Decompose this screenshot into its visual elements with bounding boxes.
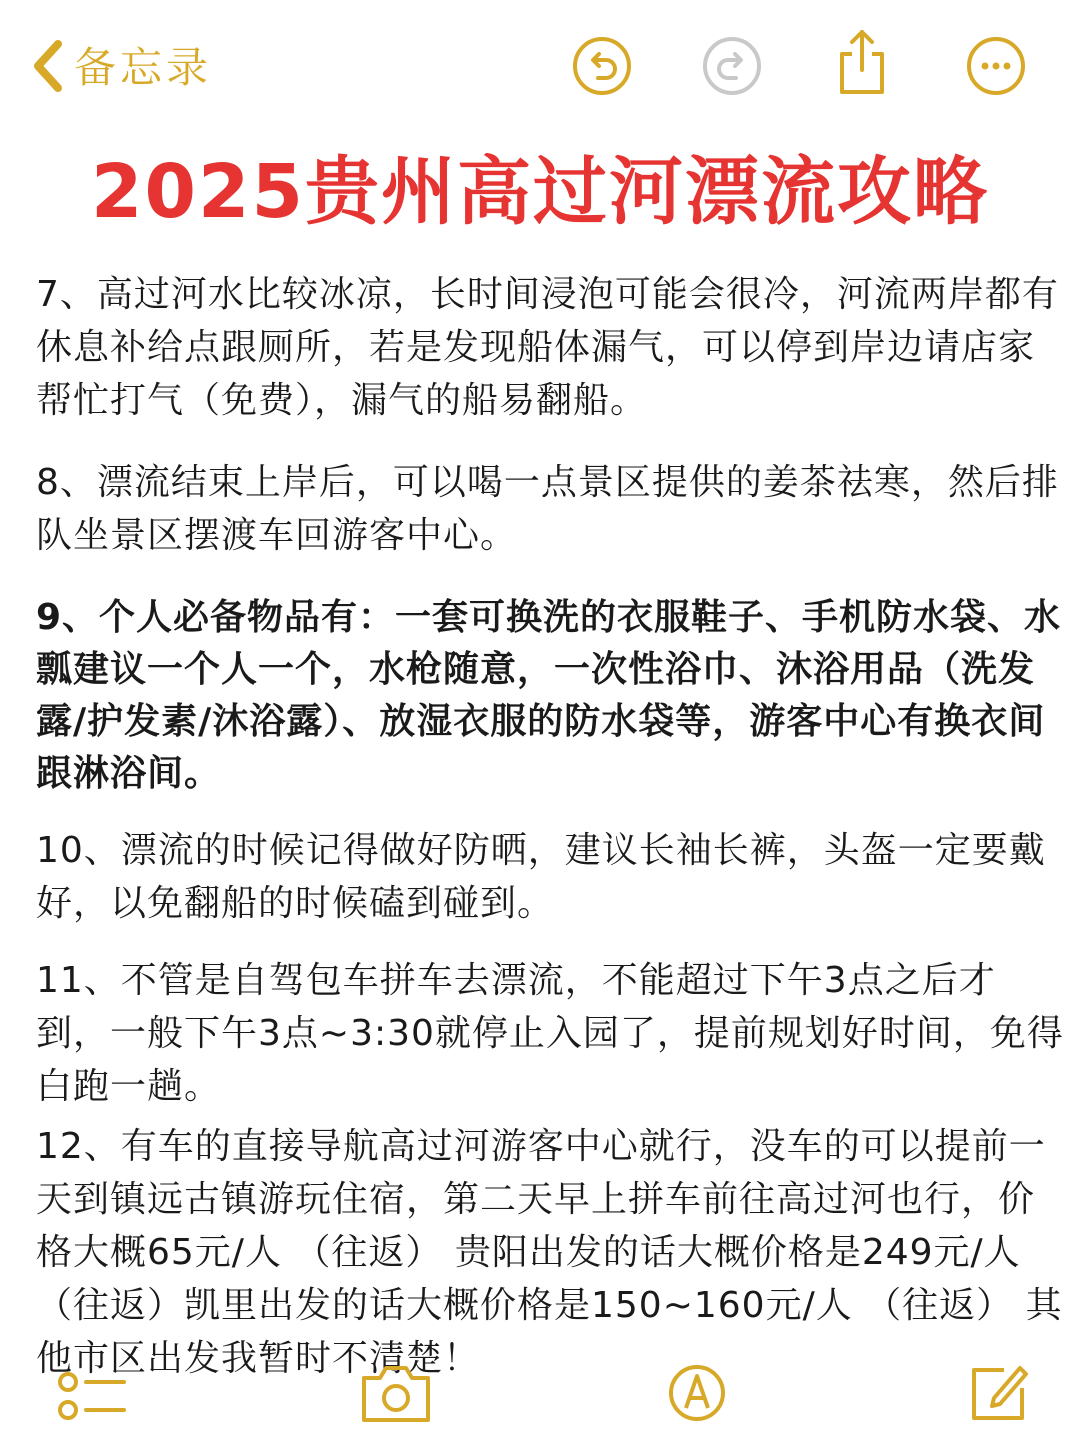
paragraph-10[interactable]: 10、漂流的时候记得做好防晒，建议长袖长裤，头盔一定要戴好，以免翻船的时候磕到碰到。 [36,830,1046,924]
bottom-toolbar [0,1350,1080,1443]
share-button[interactable] [830,24,894,98]
undo-icon [570,34,634,98]
camera-button[interactable] [356,1358,436,1432]
back-label: 备忘录 [74,43,213,92]
redo-icon [700,34,764,98]
paragraph-9[interactable]: 9、个人必备物品有：一套可换洗的衣服鞋子、手机防水袋、水瓢建议一个人一个，水枪随意，一次性浴巾、沐浴用品（洗发露/护发素/沐浴露）、放湿衣服的防水袋等，游客中心有换衣间跟淋浴间。 [36,597,1062,794]
more-icon [964,34,1028,98]
redo-button[interactable] [700,34,764,98]
camera-icon [356,1413,436,1432]
paragraph-7[interactable]: 7、高过河水比较冰凉，长时间浸泡可能会很冷，河流两岸都有休息补给点跟厕所，若是发现船体漏气，可以停到岸边请店家帮忙打气（免费），漏气的船易翻船。 [36,274,1059,421]
checklist-icon [52,1423,132,1442]
more-button[interactable] [964,34,1028,98]
paragraph-12[interactable]: 12、有车的直接导航高过河游客中心就行，没车的可以提前一天到镇远古镇游玩住宿，第二天早上拼车前往高过河也行，价格大概65元/人 （往返） 贵阳出发的话大概价格是249元/人（往返）凯里出发的话大概价格是150~160元/人 （往返） 其他市区出发我暂时不清楚！ [36,1126,1063,1379]
compose-button[interactable] [964,1358,1034,1432]
share-icon [830,24,894,98]
back-button[interactable] [28,34,212,102]
note-title[interactable]: 2025贵州高过河漂流攻略 [91,149,989,235]
paragraph-8[interactable]: 8、漂流结束上岸后，可以喝一点景区提供的姜茶祛寒，然后排队坐景区摆渡车回游客中心。 [36,462,1059,556]
top-nav-bar [0,0,1080,130]
paragraph-11[interactable]: 11、不管是自驾包车拼车去漂流，不能超过下午3点之后才到，一般下午3点~3:30就停止入园了，提前规划好时间，免得白跑一趟。 [36,960,1064,1107]
chevron-left-icon [28,34,68,102]
undo-button[interactable] [570,34,634,98]
markup-icon [662,1413,732,1432]
compose-icon [964,1413,1034,1432]
checklist-button[interactable] [52,1358,132,1442]
markup-button[interactable] [662,1358,732,1432]
